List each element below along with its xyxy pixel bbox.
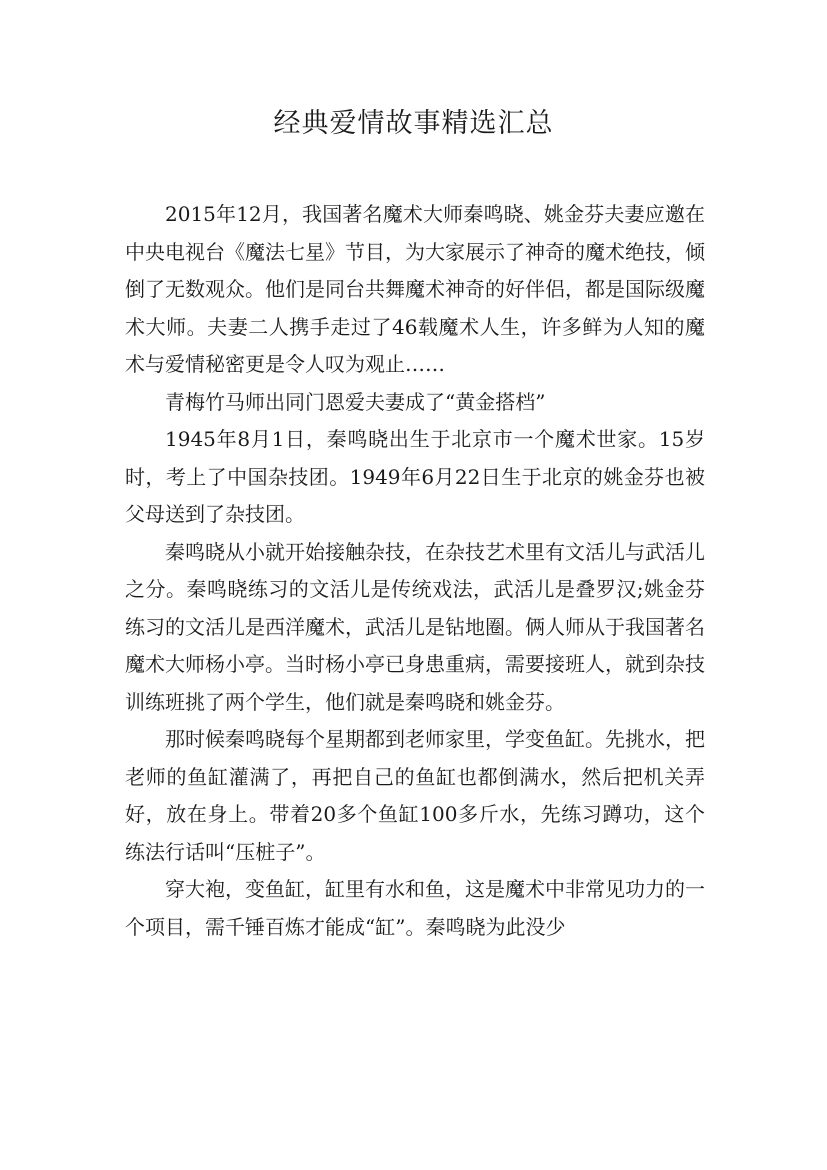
paragraph-fishbowl: 那时候秦鸣晓每个星期都到老师家里，学变鱼缸。先挑水，把老师的鱼缸灌满了，再把自己的鱼缸也都倒满水，然后把机关弄好，放在身上。带着20多个鱼缸100多斤水，先练习蹲功，这个练法行话叫“压桩子”。 [125,727,705,864]
paragraph-robe: 穿大袍，变鱼缸，缸里有水和鱼，这是魔术中非常见功力的一个项目，需千锤百炼才能成“缸”。秦鸣晓为此没少 [125,877,705,939]
paragraph-training: 秦鸣晓从小就开始接触杂技，在杂技艺术里有文活儿与武活儿之分。秦鸣晓练习的文活儿是传统戏法，武活儿是叠罗汉;姚金芬练习的文活儿是西洋魔术，武活儿是钻地圈。俩人师从于我国著名魔术大师杨小亭。当时杨小亭已身患重病，需要接班人，就到杂技训练班挑了两个学生，他们就是秦鸣晓和姚金芬。 [125,539,705,714]
paragraph-birth: 1945年8月1日，秦鸣晓出生于北京市一个魔术世家。15岁时，考上了中国杂技团。1949年6月22日生于北京的姚金芬也被父母送到了杂技团。 [125,427,705,526]
paragraph-intro: 2015年12月，我国著名魔术大师秦鸣晓、姚金芬夫妻应邀在中央电视台《魔法七星》节目，为大家展示了神奇的魔术绝技，倾倒了无数观众。他们是同台共舞魔术神奇的好伴侣，都是国际级魔术大师。夫妻二人携手走过了46载魔术人生，许多鲜为人知的魔术与爱情秘密更是令人叹为观止…… [125,202,705,376]
document-body [125,196,705,946]
paragraph-subheading: 青梅竹马师出同门恩爱夫妻成了“黄金搭档” [165,389,546,414]
document-title: 经典爱情故事精选汇总 [273,108,554,139]
